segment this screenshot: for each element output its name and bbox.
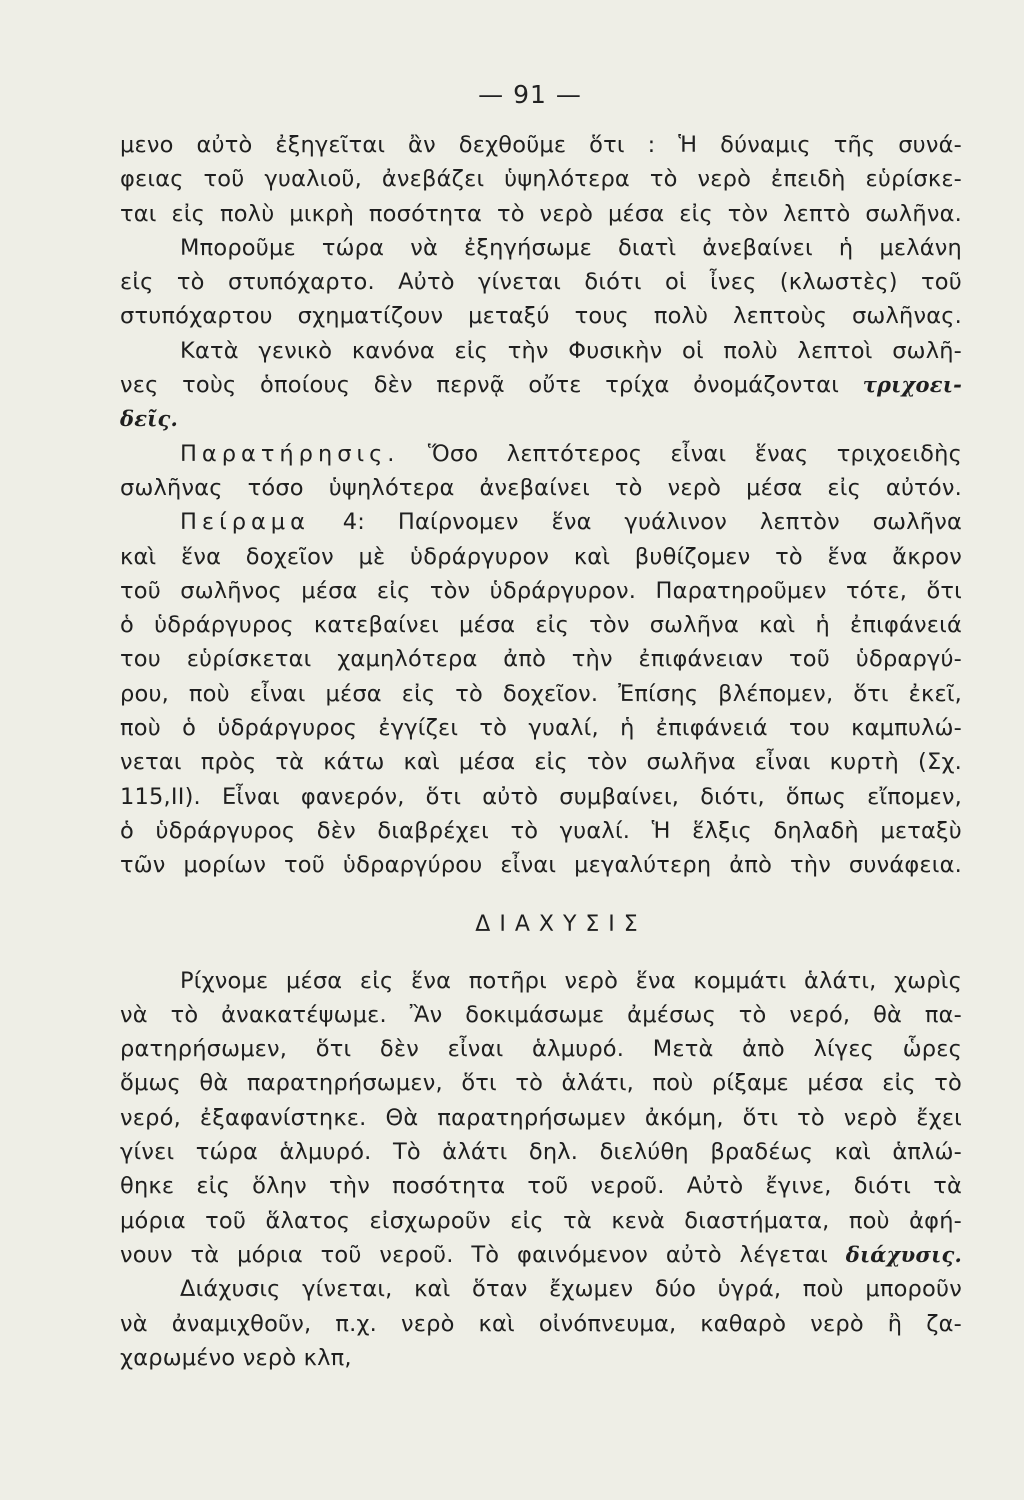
text-line: ται εἰς πολὺ μικρὴ ποσότητα τὸ νερὸ μέσα εἰς τὸν λεπτὸ σωλῆνα.	[120, 200, 962, 227]
text-segment: νες τοὺς ὁποίους δὲν περνᾷ οὔτε τρίχα ὀνομάζονται	[120, 372, 840, 399]
experiment-label: Πείραμα	[180, 509, 310, 536]
text-line: τοῦ σωλῆνος μέσα εἰς τὸν ὑδράργυρον. Παρατηροῦμεν τότε, ὅτι	[120, 577, 962, 604]
text-line: ὁ ὑδράργυρος δὲν διαβρέχει τὸ γυαλί. Ἡ ἕλξις δηλαδὴ μεταξὺ	[120, 817, 962, 844]
text-line: νεται πρὸς τὰ κάτω καὶ μέσα εἰς τὸν σωλῆνα εἶναι κυρτὴ (Σχ.	[120, 749, 962, 776]
text-line: ὁ ὑδράργυρος κατεβαίνει μέσα εἰς τὸν σωλῆνα καὶ ἡ ἐπιφάνειά	[120, 612, 962, 639]
text-segment: νουν τὰ μόρια τοῦ νεροῦ. Τὸ φαινόμενον αὐτὸ λέγεται	[120, 1241, 828, 1268]
text-line: Κατὰ γενικὸ κανόνα εἰς τὴν Φυσικὴν οἱ πολὺ λεπτοὶ σωλῆ-	[180, 337, 962, 364]
text-line: ρατηρήσωμεν, ὅτι δὲν εἶναι ἁλμυρό. Μετὰ ἀπὸ λίγες ὧρες	[120, 1036, 962, 1063]
text-segment: Ὅσο λεπτότερος εἶναι ἕνας τριχοειδὴς	[427, 440, 962, 467]
emphasized-term: τριχοει-	[862, 372, 963, 398]
text-line: 115,II). Εἶναι φανερόν, ὅτι αὐτὸ συμβαίνει, διότι, ὅπως εἴπομεν,	[120, 783, 962, 810]
observation-label: Παρατήρησις.	[180, 440, 400, 467]
text-line: Μποροῦμε τώρα νὰ ἐξηγήσωμε διατὶ ἀνεβαίνει ἡ μελάνη	[180, 234, 962, 261]
body-text	[120, 128, 962, 1375]
text-line	[120, 1238, 962, 1272]
text-line: Διάχυσις γίνεται, καὶ ὅταν ἔχωμεν δύο ὑγρά, ποὺ μποροῦν	[180, 1276, 962, 1303]
page-number: — 91 —	[478, 80, 582, 109]
text-line: του εὑρίσκεται χαμηλότερα ἀπὸ τὴν ἐπιφάνειαν τοῦ ὑδραργύ-	[120, 646, 962, 673]
text-line: νὰ τὸ ἀνακατέψωμε. Ἂν δοκιμάσωμε ἀμέσως τὸ νερό, θὰ πα-	[120, 1001, 962, 1028]
text-line: ὅμως θὰ παρατηρήσωμεν, ὅτι τὸ ἁλάτι, ποὺ ρίξαμε μέσα εἰς τὸ	[120, 1070, 962, 1097]
text-line: στυπόχαρτου σχηματίζουν μεταξύ τους πολὺ λεπτοὺς σωλῆνας.	[120, 303, 962, 330]
text-line: τῶν μορίων τοῦ ὑδραργύρου εἶναι μεγαλύτερη ἀπὸ τὴν συνάφεια.	[120, 852, 962, 879]
text-line: μόρια τοῦ ἅλατος εἰσχωροῦν εἰς τὰ κενὰ διαστήματα, ποὺ ἀφή-	[120, 1207, 962, 1234]
text-line	[120, 402, 962, 436]
text-segment: 4: Παίρνομεν ἕνα γυάλινον λεπτὸν σωλῆνα	[342, 509, 962, 536]
text-line: νερό, ἐξαφανίστηκε. Θὰ παρατηρήσωμεν ἀκόμη, ὅτι τὸ νερὸ ἔχει	[120, 1104, 962, 1131]
text-line: εἰς τὸ στυπόχαρτο. Αὐτὸ γίνεται διότι οἱ ἶνες (κλωστὲς) τοῦ	[120, 269, 962, 296]
section-heading: ΔΙΑΧΥΣΙΣ	[475, 911, 647, 937]
text-line: καὶ ἕνα δοχεῖον μὲ ὑδράργυρον καὶ βυθίζομεν τὸ ἕνα ἄκρον	[120, 543, 962, 570]
text-line: φειας τοῦ γυαλιοῦ, ἀνεβάζει ὑψηλότερα τὸ νερὸ ἐπειδὴ εὑρίσκε-	[120, 166, 962, 193]
text-line: σωλῆνας τόσο ὑψηλότερα ἀνεβαίνει τὸ νερὸ μέσα εἰς αὐτόν.	[120, 474, 962, 501]
text-line: θηκε εἰς ὅλην τὴν ποσότητα τοῦ νεροῦ. Αὐτὸ ἔγινε, διότι τὰ	[120, 1173, 962, 1200]
text-line	[120, 368, 962, 402]
text-line: μενο αὐτὸ ἐξηγεῖται ἂν δεχθοῦμε ὅτι : Ἡ δύναμις τῆς συνά-	[120, 132, 962, 158]
observation-line	[120, 437, 962, 471]
emphasized-term: διάχυσις.	[845, 1241, 962, 1267]
experiment-line	[120, 505, 962, 539]
text-line: χαρωμένο νερὸ κλπ,	[120, 1344, 352, 1371]
text-line: Ρίχνομε μέσα εἰς ἕνα ποτῆρι νερὸ ἕνα κομμάτι ἁλάτι, χωρὶς	[180, 967, 962, 994]
text-line: γίνει τώρα ἁλμυρό. Τὸ ἁλάτι δηλ. διελύθη βραδέως καὶ ἁπλώ-	[120, 1139, 962, 1166]
text-line: νὰ ἀναμιχθοῦν, π.χ. νερὸ καὶ οἰνόπνευμα, καθαρὸ νερὸ ἢ ζα-	[120, 1310, 962, 1337]
emphasized-term: δεῖς.	[120, 406, 179, 432]
text-line: ποὺ ὁ ὑδράργυρος ἐγγίζει τὸ γυαλί, ἡ ἐπιφάνειά του καμπυλώ-	[120, 715, 962, 742]
text-line: ρου, ποὺ εἶναι μέσα εἰς τὸ δοχεῖον. Ἐπίσης βλέπομεν, ὅτι ἐκεῖ,	[120, 680, 962, 707]
